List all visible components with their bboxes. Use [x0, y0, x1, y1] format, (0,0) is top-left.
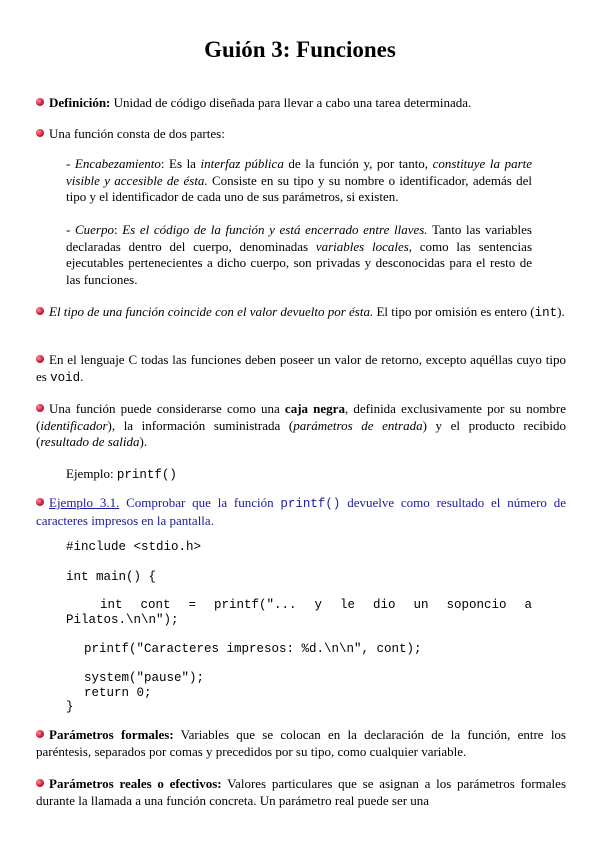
- bullet-icon: [36, 730, 44, 738]
- bullet-icon: [36, 404, 44, 412]
- code-printf-inline: printf(): [280, 497, 341, 511]
- code-line-include: #include <stdio.h>: [66, 540, 202, 554]
- tipo-em: El tipo de una función coincide con el valor devuelto por ésta.: [49, 304, 374, 319]
- paragraph-ejemplo: [66, 466, 466, 484]
- bullet-icon: [36, 307, 44, 315]
- code-void: void: [50, 370, 81, 385]
- cuerpo-text-2: Tanto las variables declaradas dentro del cuerpo, denominadas: [66, 222, 532, 254]
- paragraph-cuerpo: - Cuerpo: Es el código de la función y está encerrado entre llaves. Tanto las variables declaradas dentro del cuerpo, denominadas variables locales, como las sentencias ejecutables pertenecientes a dicho cuerpo, son privadas y desconocidas para el resto de las funciones.: [66, 222, 532, 287]
- caja-em-3: resultado de salida: [40, 434, 140, 449]
- cuerpo-text-1: :: [113, 222, 123, 237]
- code-line-printf-caracteres: printf("Caracteres impresos: %d.\n\n", cont);: [84, 642, 422, 656]
- retorno-text-2: .: [80, 368, 84, 384]
- paragraph-encabezamiento: - Encabezamiento: Es la interfaz pública de la función y, por tanto, constituye la parte visible y accesible de ésta. Consiste en su tipo y su nombre o identificador, además del tipo y el identificador de cada uno de sus parámetros, si existen.: [66, 156, 533, 204]
- bullet-icon: [36, 129, 44, 137]
- term-parametros-reales: Parámetros reales o efectivos:: [49, 776, 222, 791]
- bullet-icon: [36, 779, 44, 787]
- paragraph-caja-negra: [36, 401, 566, 451]
- definicion-text: Unidad de código diseñada para llevar a cabo una tarea determinada.: [110, 95, 472, 110]
- ejemplo-3-1-link[interactable]: Ejemplo 3.1.: [49, 495, 120, 510]
- code-line-printf-cont-1: int cont = printf("... y le dio un soponcio a: [100, 598, 532, 612]
- caja-negra-term: caja negra: [284, 401, 345, 416]
- paragraph-ejemplo-31: [36, 495, 566, 529]
- ejemplo-label: Ejemplo:: [66, 466, 117, 481]
- term-parametros-formales: Parámetros formales:: [49, 727, 174, 742]
- cuerpo-em-1: Es el código de la función y está encerrado entre llaves.: [122, 222, 428, 237]
- encabezamiento-em-2: constituye la parte visible y accesible de ésta.: [66, 156, 533, 188]
- tipo-text-1: El tipo por omisión es entero (: [373, 304, 535, 319]
- caja-text-3: ), la información suministrada (: [107, 417, 294, 433]
- encabezamiento-em-1: interfaz pública: [200, 156, 284, 171]
- encabezamiento-label: Encabezamiento: [74, 156, 161, 171]
- cuerpo-label: Cuerpo: [74, 222, 114, 237]
- caja-text-1: Una función puede considerarse como una: [49, 401, 285, 416]
- cuerpo-em-2: variables locales: [315, 238, 409, 254]
- ejemplo-text-1: Comprobar que la función: [119, 495, 281, 510]
- paragraph-parametros-reales: [36, 776, 566, 809]
- parametros-reales-text: Valores particulares que se asignan a los parámetros formales durante la llamada a una función concreta. Un parámetro real puede ser una: [36, 776, 566, 808]
- bullet-icon: [36, 498, 44, 506]
- retorno-text-1: En el lenguaje C todas las funciones deben poseer un valor de retorno, excepto aquéllas cuyo tipo es: [36, 352, 566, 384]
- paragraph-tipo-funcion: [36, 304, 566, 322]
- code-int: int: [534, 306, 558, 320]
- paragraph-parametros-formales: [36, 727, 566, 760]
- code-printf: printf(): [116, 468, 177, 482]
- encabezamiento-text-3: Consiste en su tipo y su nombre o identificador, además del tipo y el identificador de cada uno de sus parámetros, si existen.: [66, 172, 532, 204]
- caja-text-2: , definida exclusivamente por su nombre (: [36, 401, 566, 433]
- cuerpo-text-3: , como las sentencias ejecutables pertenecientes a dicho cuerpo, son privadas y desconocidas para el resto de las funciones.: [66, 238, 532, 287]
- caja-em-2: parámetros de entrada: [293, 417, 423, 433]
- ejemplo-text-2: devuelve como resultado el número de caracteres impresos en la pantalla.: [36, 495, 566, 528]
- bullet-icon: [36, 98, 44, 106]
- paragraph-partes: [36, 126, 566, 143]
- code-line-close-brace: }: [66, 700, 74, 714]
- term-definicion: Definición:: [49, 95, 111, 110]
- caja-text-5: ).: [139, 434, 148, 449]
- bullet-icon: [36, 355, 44, 363]
- caja-text-4: ) y el producto recibido (: [36, 417, 566, 449]
- tipo-text-2: ).: [557, 304, 565, 319]
- page-title: Guión 3: Funciones: [204, 37, 396, 62]
- code-line-main: int main() {: [66, 570, 157, 584]
- code-line-printf-cont: [66, 598, 532, 628]
- code-line-system: system("pause");: [84, 671, 205, 685]
- caja-em-1: identificador: [40, 417, 108, 433]
- parametros-formales-text: Variables que se colocan en la declaración de la función, entre los paréntesis, separados por comas y precedidos por su tipo, como cualquier variable.: [36, 727, 566, 759]
- paragraph-retorno: [36, 352, 566, 386]
- code-line-printf-cont-2: Pilatos.\n\n");: [66, 613, 179, 627]
- paragraph-definicion: [36, 95, 566, 112]
- encabezamiento-text-2: de la función y, por tanto,: [283, 156, 433, 171]
- encabezamiento-text-1: : Es la: [160, 156, 201, 171]
- code-line-return: return 0;: [84, 686, 152, 700]
- partes-text: Una función consta de dos partes:: [49, 126, 225, 141]
